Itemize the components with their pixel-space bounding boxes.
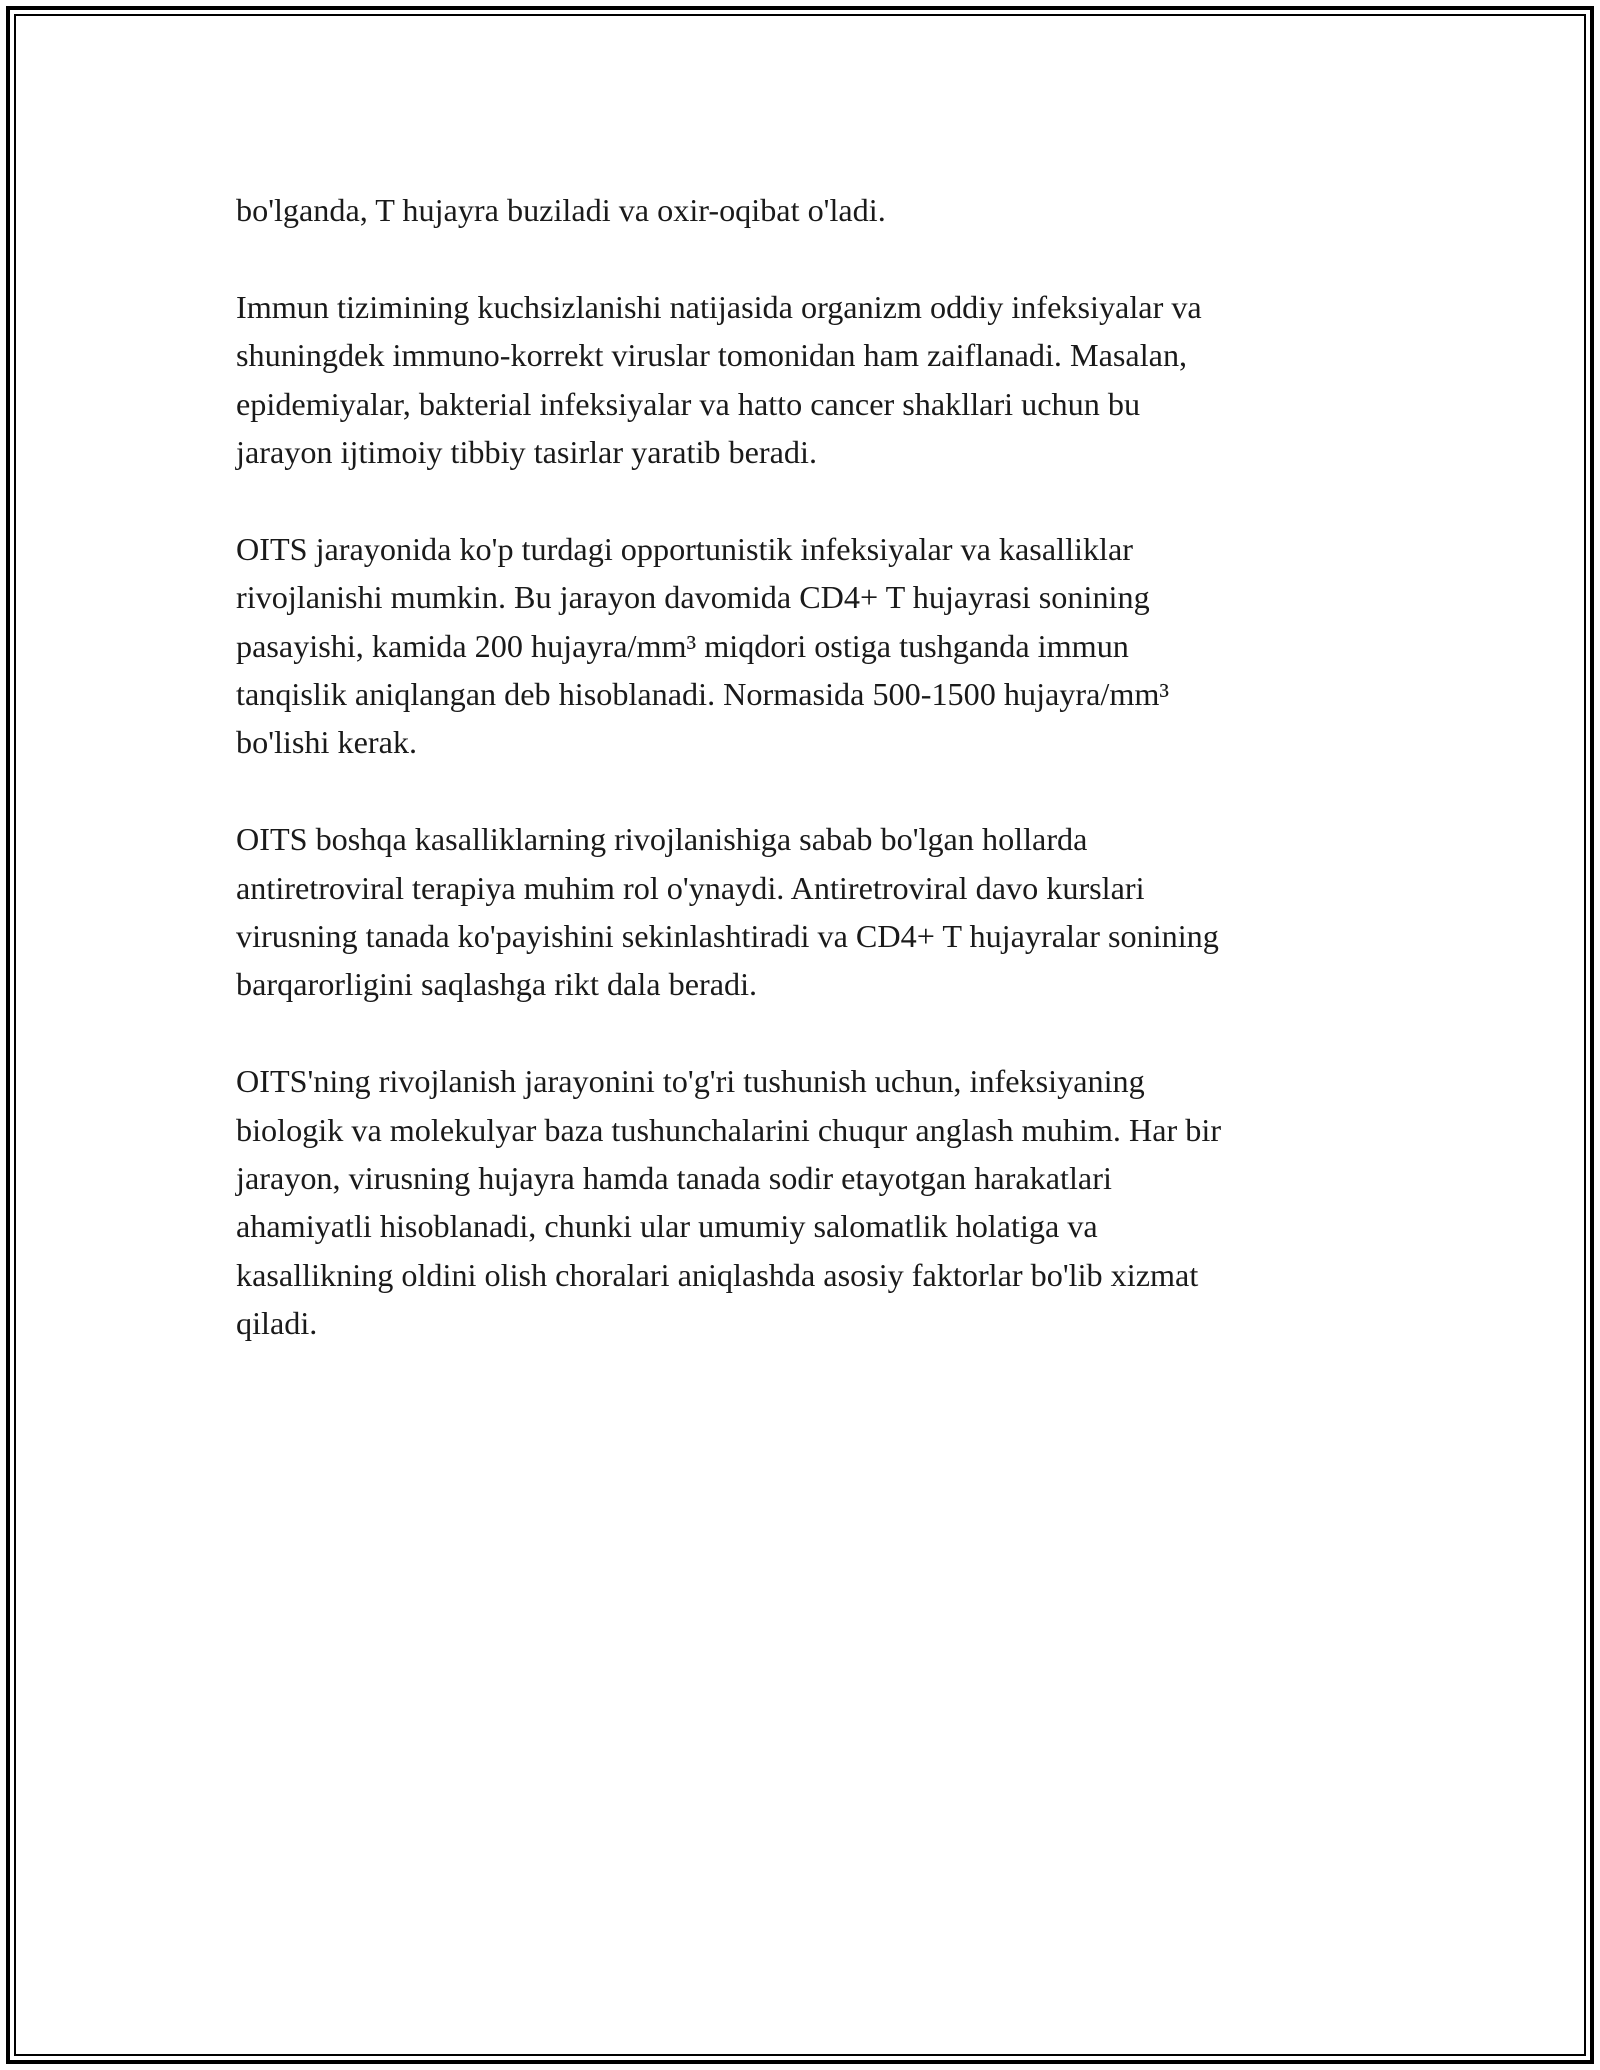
paragraph: OITS'ning rivojlanish jarayonini to'g'ri tushunish uchun, infeksiyaning biologik va molekulyar baza tushunchalarini chuqur anglash muhim. Har bir jarayon, virusning hujayra hamda tanada sodir etayotgan harakatlari ahamiyatli hisoblanadi, chunki ular umumiy salomatlik holatiga va kasallikning oldini olish choralari aniqlashda asosiy faktorlar bo'lib xizmat qiladi. [236, 1063, 1222, 1342]
document-body [236, 186, 1366, 1396]
paragraph: OITS boshqa kasalliklarning rivojlanishiga sabab bo'lgan hollarda antiretroviral terapiya muhim rol o'ynaydi. Antiretroviral davo kurslari virusning tanada ko'payishini sekinlashtiradi va CD4+ T hujayralar sonining barqarorligini saqlashga rikt dala beradi. [236, 821, 1219, 1003]
paragraph: Immun tizimining kuchsizlanishi natijasida organizm oddiy infeksiyalar va shuningdek immuno-korrekt viruslar tomonidan ham zaiflanadi. Masalan, epidemiyalar, bakterial infeksiyalar va hatto cancer shakllari uchun bu jarayon ijtimoiy tibbiy tasirlar yaratib beradi. [236, 288, 1202, 471]
paragraph: OITS jarayonida ko'p turdagi opportunistik infeksiyalar va kasalliklar rivojlanishi mumkin. Bu jarayon davomida CD4+ T hujayrasi sonining pasayishi, kamida 200 hujayra/mm³ miqdori ostiga tushganda immun tanqislik aniqlangan deb hisoblanadi. Normasida 500-1500 hujayra/mm³ bo'lishi kerak. [236, 530, 1170, 761]
paragraph: bo'lganda, T hujayra buziladi va oxir-oqibat o'ladi. [236, 192, 886, 228]
